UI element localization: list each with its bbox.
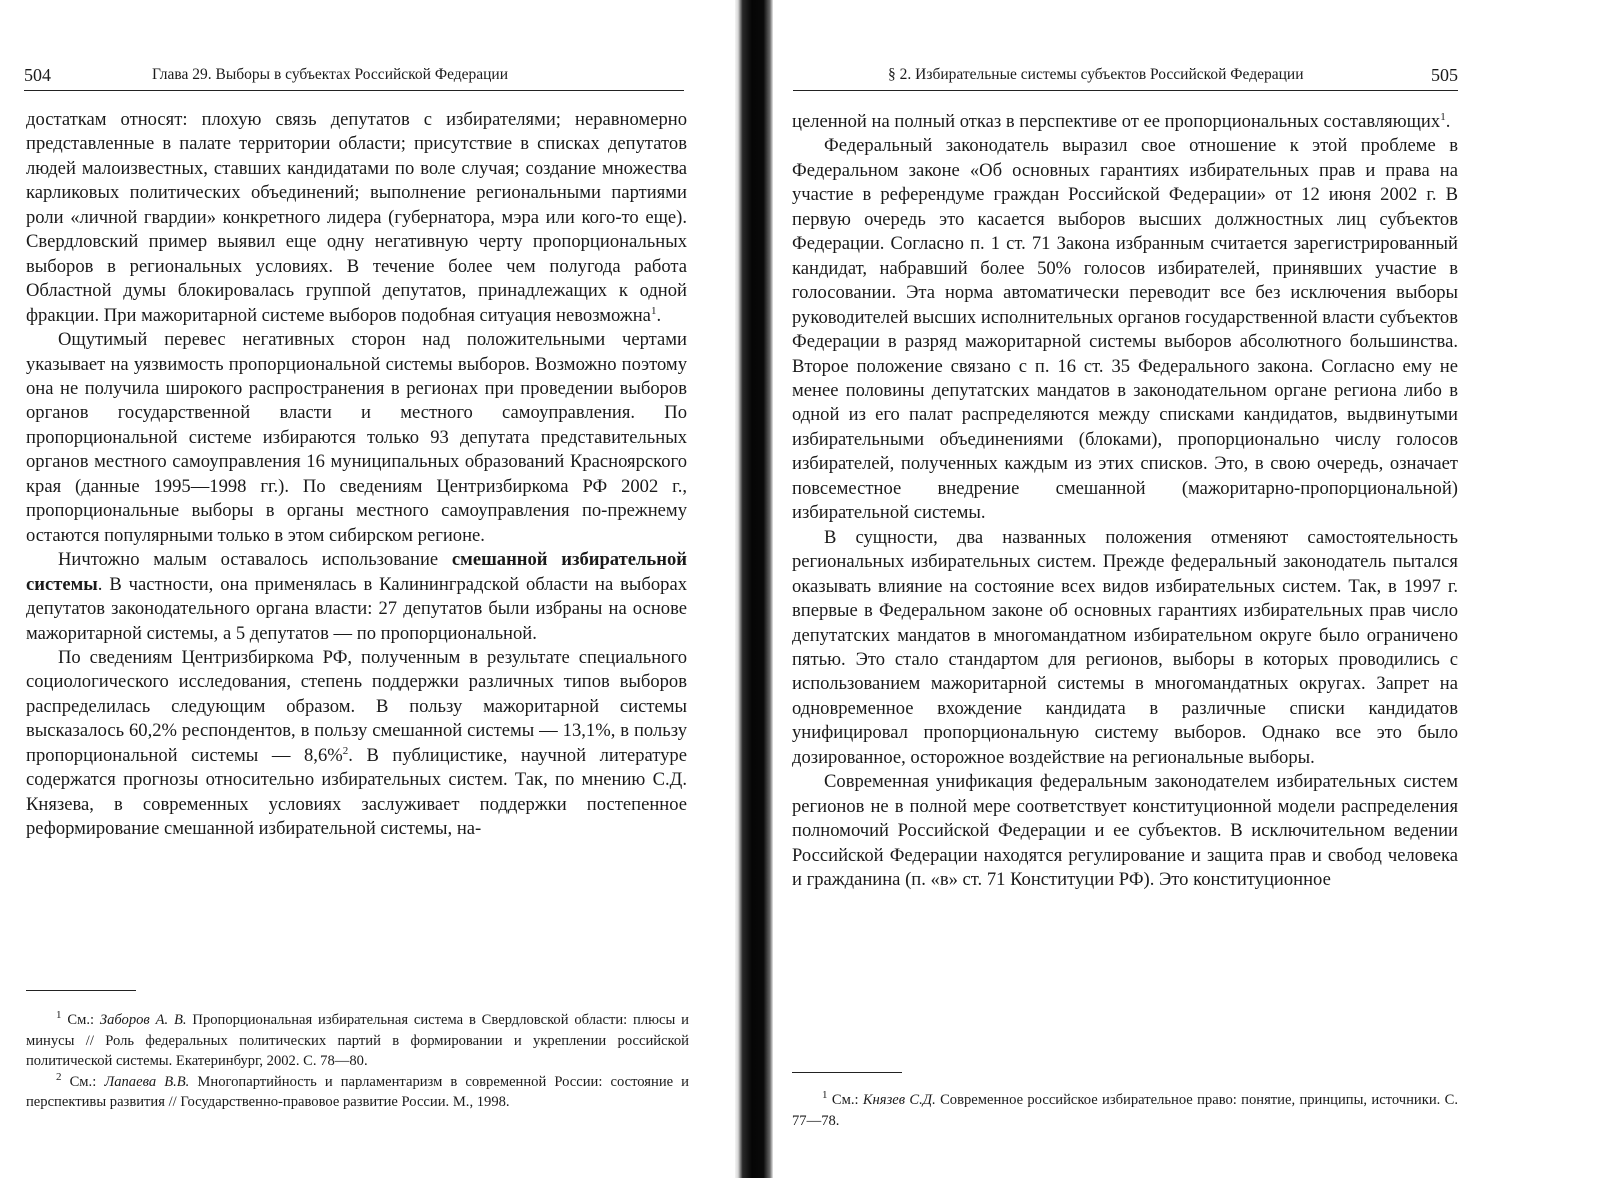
footnote-author: Заборов А. В. — [99, 1012, 187, 1028]
footnote-number: 2 — [56, 1070, 62, 1083]
footnotes-left — [26, 1010, 689, 1113]
bold-term: смешанной избирательной системы — [26, 549, 687, 595]
body-text-left — [26, 108, 687, 842]
right-page — [775, 0, 1600, 1178]
paragraph: Современная унификация федеральным законодателем избирательных систем регионов не в полной мере соответствует конституционной модели распределения полномочий Российской Федерации и ее субъектов. В исключительном ведении Российской Федерации находятся регулирование и защита прав и свобод человека и гражданина (п. «в» ст. 71 Конституции РФ). Это конституционное — [792, 771, 1458, 891]
footnote — [26, 1010, 689, 1072]
paragraph-text: По сведениям Центризбиркома РФ, полученным в результате специального социологического исследования, степень поддержки различных типов выборов распределилась следующим образом. В пользу мажоритарной системы высказалось 60,2% респондентов, в пользу смешанной системы — 13,1%, в пользу пропорциональной системы — 8,6% — [26, 646, 687, 766]
footnote-text: См.: — [69, 1073, 105, 1090]
running-head-right — [793, 60, 1458, 91]
paragraph: В сущности, два названных положения отменяют самостоятельность региональных избирательных систем. Прежде федеральный законодатель пытался оказывать влияние на состояние всех видов избирательных систем. Так, в 1997 г. впервые в Федеральном законе об основных гарантиях избирательных прав число депутатских мандатов в многомандатном избирательном округе было ограничено пятью. Это стало стандартом для регионов, выборы в которых проводились с использованием мажоритарной системы в многомандатных округах. Запрет на одновременное вхождение кандидата в различные списки кандидатов унифицировал пропорциональную систему выборов. Однако все это было дозированное, осторожное воздействие на региональные выборы. — [792, 526, 1458, 768]
footnote-number: 1 — [56, 1009, 62, 1022]
paragraph-text: . — [1445, 111, 1451, 132]
paragraph-text: . В публицистике, научной литературе содержатся прогнозы относительно избирательных систем. Так, по мнению С.Д. Князева, в современных условиях заслуживает поддержки постепенное реформирование смешанной избирательной системы, на- — [26, 744, 687, 840]
footnote-ref: 2 — [342, 744, 349, 757]
running-head-left — [24, 60, 684, 91]
page-number-right: 505 — [1431, 65, 1458, 85]
footnote-text: См.: — [67, 1012, 100, 1028]
paragraph-text: . — [656, 304, 662, 326]
paragraph: Ощутимый перевес негативных сторон над положительными чертами указывает на уязвимость пропорциональной системы выборов. Возможно поэтому она не получила широкого распространения в регионах при проведении выборов органов государственной власти и местного самоуправления. По пропорциональной системе избираются только 93 депутата представительных органов местного самоуправления 16 муниципальных образований Красноярского края (данные 1995—1998 гг.). По сведениям Центризбиркома РФ 2002 г., пропорциональные выборы в органы местного самоуправления по-прежнему остаются популярными только в этом сибирском регионе. — [26, 329, 687, 546]
paragraph-text: достаткам относят: плохую связь депутатов с избирателями; неравномерно представленные в палате территории области; присутствие в списках депутатов людей малоизвестных, ставших кандидатами по воле случая; создание множества карликовых политических объединений; выполнение региональными партиями роли «личной гвардии» конкретного лидера (губернатора, мэра или кого-то еще). Свердловский пример выявил еще одну негативную черту пропорциональных выборов в региональных условиях. В течение более чем полугода работа Областной думы блокировалась группой депутатов, принадлежащих к одной фракции. При мажоритарной системе выборов подобная ситуация невозможна — [26, 109, 687, 326]
footnote-ref: 1 — [1440, 110, 1446, 123]
page-number-left: 504 — [24, 65, 51, 85]
running-title-right: § 2. Избирательные системы субъектов Российской Федерации — [888, 66, 1304, 83]
footnote-text: Многопартийность и парламентаризм в современной России: состояние и перспективы развития // Государственно-правовое развитие России. М., 1998. — [26, 1073, 689, 1110]
footnote-number: 1 — [822, 1089, 828, 1102]
footnote-author: Лапаева В.В. — [104, 1073, 190, 1090]
footnote-divider — [792, 1072, 902, 1073]
paragraph — [26, 548, 687, 646]
body-text-right — [792, 110, 1458, 893]
paragraph-text: . В частности, она применялась в Калининградской области на выборах депутатов законодательного органа власти: 27 депутатов были избраны на основе мажоритарной системы, а 5 депутатов — по пропорциональной. — [26, 573, 687, 644]
footnote-text: Пропорциональная избирательная система в Свердловской области: плюсы и минусы // Роль федеральных политических партий в формировании и укреплении российской политической системы. Екатеринбург, 2002. С. 78—80. — [26, 1012, 689, 1069]
paragraph-text: целенной на полный отказ в перспективе от ее пропорциональных составляющих — [792, 111, 1441, 132]
footnote-text: См.: — [831, 1092, 863, 1108]
footnote — [26, 1072, 689, 1113]
paragraph: Федеральный законодатель выразил свое отношение к этой проблеме в Федеральном законе «Об основных гарантиях избирательных прав и права на участие в референдуме граждан Российской Федерации» от 12 июня 2002 г. В первую очередь это касается выборов высших должностных лиц субъектов Федерации. Согласно п. 1 ст. 71 Закона избранным считается зарегистрированный кандидат, набравший более 50% голосов избирателей, принявших участие в голосовании. Эта норма автоматически переводит все без исключения выборы руководителей высших исполнительных органов государственной власти субъектов Федерации в разряд мажоритарной системы выборов абсолютного большинства. Второе положение связано с п. 16 ст. 35 Федерального закона. Согласно ему не менее половины депутатских мандатов в законодательном органе региона либо в одной из его палат распределяются между списками кандидатов, выдвинутыми избирательными объединениями (блоками), пропорционально числу голосов избирателей, полученных каждым из этих списков. Это, в свою очередь, означает повсеместное внедрение смешанной (мажоритарно-пропорциональной) избирательной системы. — [792, 135, 1458, 524]
paragraph-text: Ничтожно малым оставалось использование — [58, 549, 452, 571]
footnote-ref: 1 — [650, 304, 657, 317]
footnote — [792, 1090, 1458, 1131]
paragraph — [26, 108, 687, 328]
footnote-text: Современное российское избирательное право: понятие, принципы, источники. С. 77—78. — [792, 1092, 1459, 1129]
book-binding-gutter — [735, 0, 773, 1178]
footnotes-right — [792, 1090, 1458, 1131]
running-title-left: Глава 29. Выборы в субъектах Российской Федерации — [152, 66, 509, 83]
paragraph — [792, 110, 1458, 134]
footnote-divider — [26, 990, 136, 991]
footnote-author: Князев С.Д. — [862, 1092, 936, 1108]
paragraph — [26, 646, 687, 842]
left-page — [0, 0, 745, 1178]
